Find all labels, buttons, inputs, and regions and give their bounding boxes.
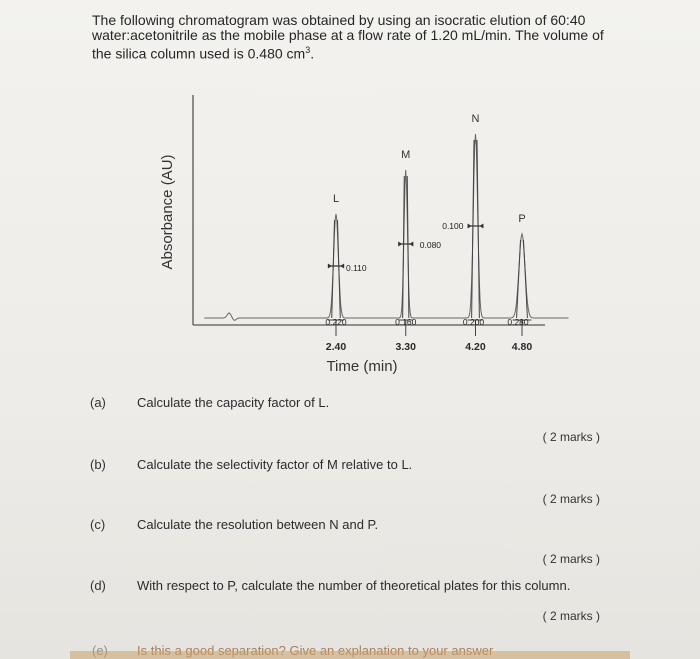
- half-width-label: 0.080: [419, 240, 442, 250]
- marks-label: ( 2 marks ): [542, 609, 600, 623]
- marks-label: ( 2 marks ): [542, 492, 600, 506]
- x-tick-label: 3.30: [395, 341, 416, 353]
- intro-line-1: The following chromatogram was obtained by using an isocratic elution of 60:40: [92, 12, 586, 28]
- tangent-line: [477, 140, 479, 318]
- x-tick-label: 2.40: [325, 341, 347, 353]
- x-axis-label: Time (min): [326, 358, 398, 375]
- tangent-line: [524, 240, 528, 318]
- half-width-arrow: [340, 264, 344, 269]
- x-tick-label: 4.20: [465, 341, 486, 353]
- intro-line-2: water:acetonitrile as the mobile phase at a flow rate of 1.20 mL/min. The volume of: [92, 27, 604, 43]
- marks-label: ( 2 marks ): [542, 552, 600, 566]
- question-text: Calculate the capacity factor of L.: [137, 395, 330, 410]
- question-letter: (a): [90, 395, 106, 410]
- question-letter: (d): [90, 578, 106, 593]
- peak-label: N: [471, 113, 480, 125]
- tangent-line: [472, 140, 474, 318]
- footer-bar: [70, 651, 630, 659]
- y-axis-label: Absorbance (AU): [159, 154, 176, 270]
- tangent-line: [517, 240, 521, 318]
- base-width-label: 0.220: [325, 317, 347, 327]
- half-width-label: 0.100: [442, 221, 464, 231]
- base-width-label: 0.200: [462, 317, 485, 327]
- base-width-label: 0.280: [507, 317, 529, 327]
- question-letter: (b): [90, 457, 106, 472]
- question-text: Calculate the resolution between N and P.: [137, 517, 379, 532]
- marks-label: ( 2 marks ): [542, 430, 600, 444]
- tangent-line: [332, 220, 335, 318]
- baseline-trace: [204, 134, 568, 320]
- peak-label: P: [518, 213, 526, 225]
- question-letter: (c): [90, 517, 106, 532]
- base-width-label: 0.160: [395, 317, 417, 327]
- question-text: With respect to P, calculate the number of theoretical plates for this column.: [137, 578, 571, 593]
- half-width-label: 0.110: [346, 263, 367, 273]
- peak-label: L: [332, 193, 340, 205]
- half-width-arrow: [398, 242, 402, 247]
- half-width-arrow: [468, 224, 472, 229]
- half-width-arrow: [409, 242, 413, 247]
- half-width-arrow: [479, 224, 483, 229]
- x-tick-label: 4.80: [511, 341, 533, 353]
- intro-line-3: the silica column used is 0.480 $cm^3$.: [92, 45, 315, 62]
- question-text: Calculate the selectivity factor of M relative to L.: [137, 457, 413, 472]
- half-width-arrow: [328, 264, 332, 269]
- tangent-line: [338, 220, 341, 318]
- peak-label: M: [401, 149, 411, 161]
